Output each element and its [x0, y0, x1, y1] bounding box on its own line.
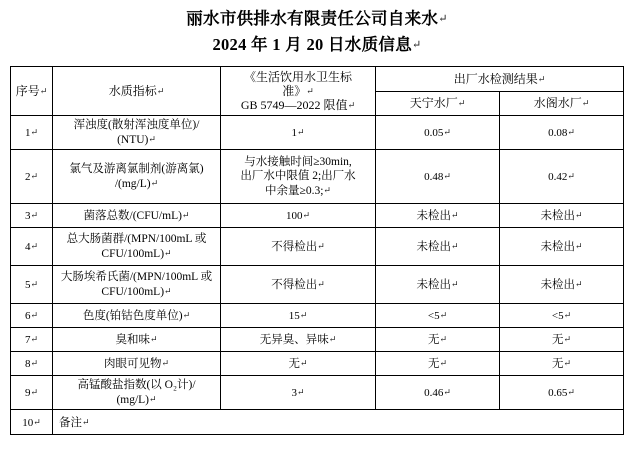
cell-indicator	[53, 352, 221, 376]
paragraph-mark-icon: ↵	[30, 334, 39, 344]
cell-plant-1	[376, 376, 500, 410]
cell-plant-2-value: 无	[551, 358, 564, 370]
cell-plant-1	[376, 116, 500, 150]
cell-plant-1	[376, 328, 500, 352]
cell-seq	[11, 204, 53, 228]
paragraph-mark-icon: ↵	[296, 387, 305, 397]
cell-plant-1	[376, 228, 500, 266]
paragraph-mark-icon: ↵	[164, 286, 172, 296]
paragraph-mark-icon: ↵	[439, 358, 448, 368]
cell-indicator-line-2-wrap	[55, 132, 218, 147]
cell-standard-value: 不得检出	[271, 241, 318, 253]
cell-plant-1	[376, 266, 500, 304]
cell-indicator	[53, 116, 221, 150]
cell-plant-1-value: 未检出	[416, 210, 451, 222]
header-plant-1	[376, 91, 500, 116]
header-indicator	[53, 67, 221, 116]
cell-standard	[221, 228, 376, 266]
cell-seq	[11, 228, 53, 266]
cell-indicator-line-2: (NTU)	[117, 134, 149, 146]
cell-plant-1	[376, 304, 500, 328]
paragraph-mark-icon: ↵	[296, 127, 305, 137]
paragraph-mark-icon: ↵	[148, 134, 156, 144]
header-standard	[221, 67, 376, 116]
header-seq-label: 序号	[15, 84, 40, 98]
cell-seq-value: 3	[24, 210, 31, 222]
header-plant-2-label: 水阁水厂	[533, 96, 582, 111]
paragraph-mark-icon: ↵	[439, 310, 448, 320]
cell-plant-2-value: 0.42	[548, 171, 568, 183]
paragraph-mark-icon: ↵	[581, 98, 590, 109]
header-standard-line-3: GB 5749—2022 限值	[240, 98, 348, 112]
water-quality-table	[10, 66, 624, 435]
cell-standard	[221, 204, 376, 228]
cell-seq-value: 10	[22, 416, 34, 429]
paragraph-mark-icon: ↵	[457, 98, 466, 109]
cell-standard-value: 1	[291, 127, 297, 139]
cell-indicator	[53, 204, 221, 228]
cell-indicator-line-2: CFU/100mL)	[101, 286, 165, 298]
table-row	[11, 150, 624, 204]
cell-plant-2	[500, 352, 624, 376]
cell-standard-value: 无异臭、异味	[259, 334, 329, 346]
paragraph-mark-icon: ↵	[30, 210, 39, 220]
cell-standard-value: 3	[291, 387, 297, 399]
table-row	[11, 116, 624, 150]
cell-standard-line-3: 中余量≥0.3;	[265, 185, 324, 197]
cell-indicator-line-1: 色度(铂钴色度单位)	[82, 310, 183, 322]
header-standard-line-2: 准》	[282, 84, 307, 98]
paragraph-mark-icon: ↵	[164, 248, 172, 258]
paragraph-mark-icon: ↵	[30, 171, 39, 181]
paragraph-mark-icon: ↵	[450, 241, 459, 251]
paragraph-mark-icon: ↵	[30, 358, 39, 368]
cell-standard-value: 100	[285, 210, 303, 222]
paragraph-mark-icon: ↵	[299, 310, 308, 320]
paragraph-mark-icon: ↵	[30, 279, 39, 289]
header-seq	[11, 67, 53, 116]
paragraph-mark-icon: ↵	[563, 310, 572, 320]
paragraph-mark-icon: ↵	[443, 387, 451, 397]
cell-seq	[11, 328, 53, 352]
cell-standard-value: 不得检出	[271, 279, 318, 291]
table-row	[11, 228, 624, 266]
table-row	[11, 266, 624, 304]
cell-indicator-line-1: 菌落总数/(CFU/mL)	[83, 210, 182, 222]
header-standard-line-2-wrap	[223, 84, 373, 98]
cell-plant-1	[376, 150, 500, 204]
cell-seq-value: 7	[24, 334, 31, 346]
cell-plant-2-value: 无	[551, 334, 564, 346]
cell-standard-line-1: 与水接触时间≥30min,	[244, 156, 352, 168]
paragraph-mark-icon: ↵	[299, 358, 308, 368]
cell-indicator-line-1: 大肠埃希氏菌/(MPN/100mL 或	[60, 271, 213, 283]
cell-plant-1-value: 0.48	[424, 171, 444, 183]
cell-plant-1-value: 无	[427, 358, 440, 370]
cell-seq-value: 9	[24, 387, 31, 399]
cell-standard-value: 无	[288, 358, 300, 370]
cell-standard	[221, 352, 376, 376]
cell-plant-2	[500, 376, 624, 410]
cell-indicator-line-2-wrap	[55, 176, 218, 191]
cell-indicator-line-1: 总大肠菌群/(MPN/100mL 或	[66, 233, 207, 245]
cell-plant-1-value: 无	[427, 334, 440, 346]
cell-standard	[221, 116, 376, 150]
cell-seq	[11, 150, 53, 204]
cell-seq	[11, 266, 53, 304]
header-outlet-group-label: 出厂水检测结果	[453, 71, 538, 86]
cell-plant-2	[500, 266, 624, 304]
cell-seq-value: 5	[24, 279, 31, 291]
paragraph-mark-icon: ↵	[574, 279, 583, 289]
paragraph-mark-icon: ↵	[317, 241, 325, 251]
cell-plant-2	[500, 204, 624, 228]
cell-seq-value: 1	[24, 127, 31, 139]
cell-indicator-line-1: 氯气及游离氯制剂(游离氯)	[69, 163, 204, 175]
paragraph-mark-icon: ↵	[439, 334, 448, 344]
cell-indicator	[53, 304, 221, 328]
paragraph-mark-icon: ↵	[563, 334, 572, 344]
table-header-row	[11, 67, 624, 92]
cell-plant-1-value: 0.46	[424, 387, 444, 399]
paragraph-mark-icon: ↵	[30, 387, 39, 397]
cell-seq	[11, 376, 53, 410]
cell-indicator	[53, 266, 221, 304]
cell-indicator-line-1: 高锰酸盐指数(以 O₂计)/	[77, 379, 196, 391]
paragraph-mark-icon: ↵	[443, 127, 451, 137]
cell-standard	[221, 376, 376, 410]
paragraph-mark-icon: ↵	[347, 100, 356, 110]
header-outlet-group	[376, 67, 624, 92]
paragraph-mark-icon: ↵	[574, 210, 583, 220]
cell-seq-value: 2	[24, 171, 31, 183]
header-standard-line-3-wrap	[223, 98, 373, 112]
cell-standard-line-3-wrap	[223, 183, 373, 198]
cell-plant-2-value: 未检出	[540, 210, 575, 222]
paragraph-mark-icon: ↵	[82, 416, 90, 427]
cell-remark-label: 备注	[59, 416, 82, 429]
cell-plant-2	[500, 304, 624, 328]
header-standard-line-1: 《生活饮用水卫生标	[243, 70, 352, 84]
paragraph-mark-icon: ↵	[302, 210, 311, 220]
paragraph-mark-icon: ↵	[30, 127, 39, 137]
cell-standard-line-2: 出厂水中限值 2;出厂水	[240, 170, 356, 182]
table-row	[11, 376, 624, 410]
cell-indicator-line-1: 浑浊度(散射浑浊度单位)/	[73, 119, 200, 131]
cell-indicator	[53, 150, 221, 204]
paragraph-mark-icon: ↵	[328, 334, 337, 344]
cell-seq-value: 8	[24, 358, 31, 370]
paragraph-mark-icon: ↵	[39, 86, 48, 96]
cell-indicator-line-2-wrap	[55, 246, 218, 261]
cell-indicator-line-2-wrap	[55, 284, 218, 299]
cell-seq	[11, 116, 53, 150]
paragraph-mark-icon: ↵	[450, 210, 459, 220]
title-line-1	[0, 6, 634, 32]
title-text-2: 2024 年 1 月 20 日水质信息	[212, 35, 413, 54]
paragraph-mark-icon: ↵	[182, 310, 191, 320]
paragraph-mark-icon: ↵	[317, 279, 325, 289]
paragraph-mark-icon: ↵	[156, 86, 165, 96]
cell-plant-2-value: 0.65	[548, 387, 568, 399]
table-row-remark	[11, 410, 624, 435]
cell-indicator	[53, 328, 221, 352]
cell-indicator-line-1: 臭和味	[115, 334, 150, 346]
title-line-2	[0, 32, 634, 58]
header-plant-2	[500, 91, 624, 116]
cell-plant-1	[376, 204, 500, 228]
cell-plant-2	[500, 116, 624, 150]
cell-seq	[11, 304, 53, 328]
cell-seq-value: 6	[24, 310, 31, 322]
cell-plant-2-value: 0.08	[548, 127, 568, 139]
paragraph-mark-icon: ↵	[438, 13, 448, 25]
cell-plant-1	[376, 352, 500, 376]
paragraph-mark-icon: ↵	[306, 86, 314, 96]
cell-plant-1-value: 未检出	[416, 241, 451, 253]
cell-seq	[11, 410, 53, 435]
cell-remark	[53, 410, 624, 435]
cell-indicator	[53, 228, 221, 266]
cell-plant-1-value: 未检出	[416, 279, 451, 291]
paragraph-mark-icon: ↵	[450, 279, 459, 289]
cell-standard-value: 15	[288, 310, 300, 322]
cell-indicator-line-2: /(mg/L)	[114, 178, 151, 190]
table-row	[11, 328, 624, 352]
paragraph-mark-icon: ↵	[150, 178, 159, 188]
cell-indicator-line-2: (mg/L)	[116, 394, 150, 406]
cell-plant-2-value: 未检出	[540, 279, 575, 291]
cell-seq	[11, 352, 53, 376]
cell-plant-1-value: 0.05	[424, 127, 444, 139]
paragraph-mark-icon: ↵	[30, 310, 39, 320]
paragraph-mark-icon: ↵	[567, 127, 575, 137]
cell-plant-2-value: <5	[551, 310, 564, 322]
cell-indicator-line-2-wrap	[55, 392, 218, 407]
cell-indicator	[53, 376, 221, 410]
cell-plant-2	[500, 228, 624, 266]
paragraph-mark-icon: ↵	[323, 185, 331, 195]
paragraph-mark-icon: ↵	[412, 39, 422, 51]
header-plant-1-label: 天宁水厂	[409, 96, 458, 111]
table-row	[11, 204, 624, 228]
paragraph-mark-icon: ↵	[181, 210, 190, 220]
paragraph-mark-icon: ↵	[30, 241, 39, 251]
cell-plant-2-value: 未检出	[540, 241, 575, 253]
page-title	[0, 0, 634, 58]
cell-indicator-line-2: CFU/100mL)	[101, 248, 165, 260]
cell-seq-value: 4	[24, 241, 31, 253]
paragraph-mark-icon: ↵	[567, 387, 575, 397]
paragraph-mark-icon: ↵	[537, 73, 546, 84]
paragraph-mark-icon: ↵	[443, 171, 451, 181]
paragraph-mark-icon: ↵	[563, 358, 572, 368]
table-row	[11, 352, 624, 376]
cell-plant-2	[500, 150, 624, 204]
paragraph-mark-icon: ↵	[574, 241, 583, 251]
paragraph-mark-icon: ↵	[33, 416, 41, 427]
cell-standard	[221, 150, 376, 204]
paragraph-mark-icon: ↵	[149, 334, 158, 344]
paragraph-mark-icon: ↵	[161, 358, 170, 368]
table-row	[11, 304, 624, 328]
cell-standard	[221, 328, 376, 352]
cell-indicator-line-1: 肉眼可见物	[103, 358, 162, 370]
paragraph-mark-icon: ↵	[567, 171, 575, 181]
cell-standard	[221, 266, 376, 304]
cell-standard	[221, 304, 376, 328]
cell-plant-1-value: <5	[427, 310, 440, 322]
header-indicator-label: 水质指标	[108, 84, 157, 98]
cell-plant-2	[500, 328, 624, 352]
paragraph-mark-icon: ↵	[149, 394, 157, 404]
title-text-1: 丽水市供排水有限责任公司自来水	[186, 9, 439, 28]
